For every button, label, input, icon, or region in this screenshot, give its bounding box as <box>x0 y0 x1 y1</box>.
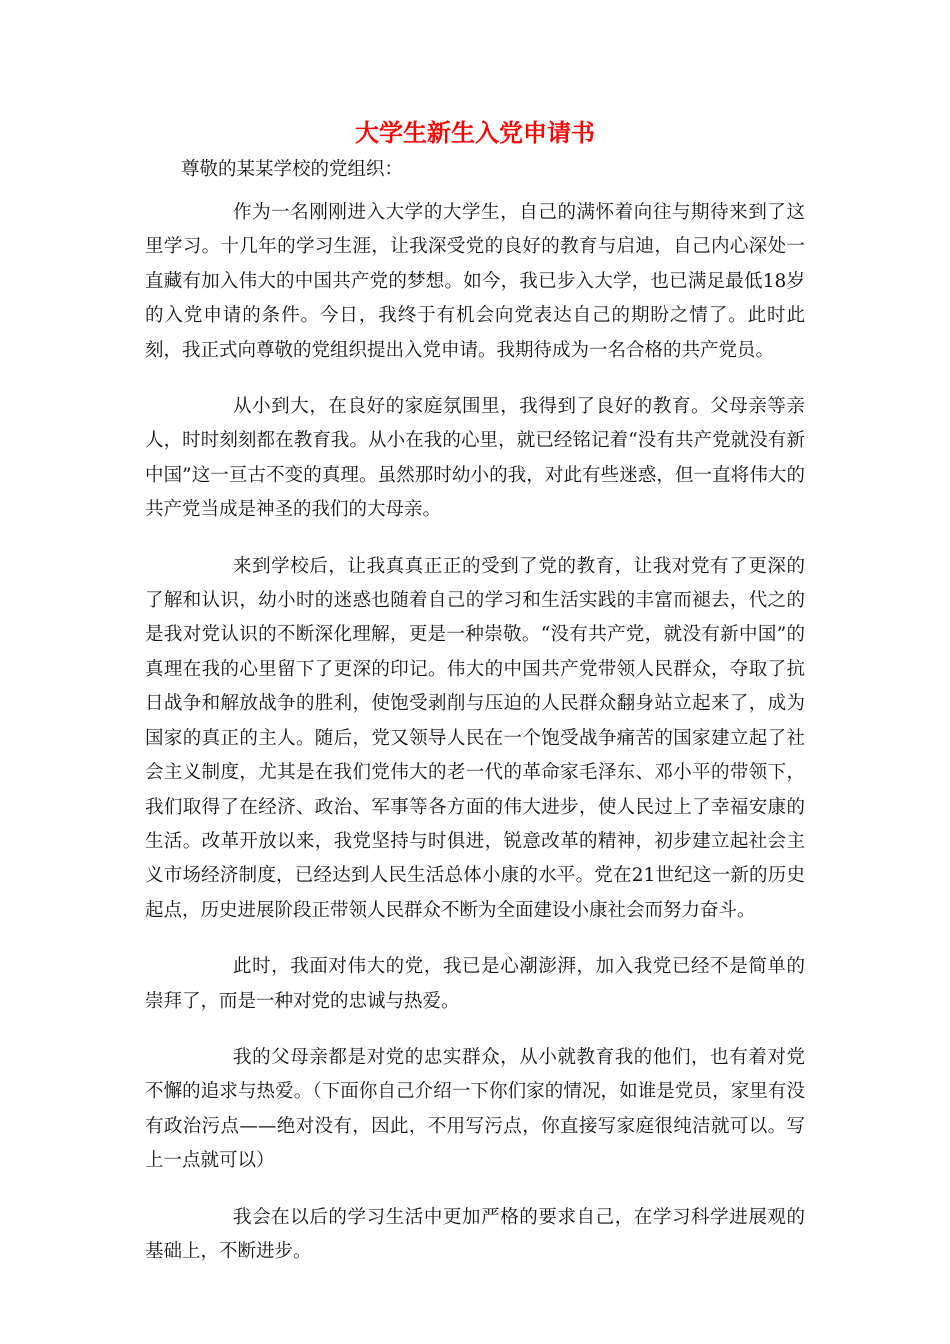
paragraph-6: 我会在以后的学习生活中更加严格的要求自己，在学习科学进展观的基础上，不断进步。 <box>145 1206 805 1262</box>
salutation: 尊敬的某某学校的党组织： <box>181 159 404 180</box>
document-body <box>145 196 805 1291</box>
paragraph-2: 从小到大，在良好的家庭氛围里，我得到了良好的教育。父母亲等亲人，时时刻刻都在教育我。从小在我的心里，就已经铭记着“没有共产党就没有新中国”这一亘古不变的真理。虽然那时幼小的我，对此有些迷惑，但一直将伟大的共产党当成是神圣的我们的大母亲。 <box>145 396 805 521</box>
paragraph-5: 我的父母亲都是对党的忠实群众，从小就教育我的他们，也有着对党不懈的追求与热爱。（下面你自己介绍一下你们家的情况，如谁是党员，家里有没有政治污点——绝对没有，因此，不用写污点，你直接写家庭很纯洁就可以。写上一点就可以） <box>145 1046 805 1172</box>
paragraph-4: 此时，我面对伟大的党，我已是心潮澎湃，加入我党已经不是简单的崇拜了，而是一种对党的忠诚与热爱。 <box>145 956 805 1012</box>
document-title: 大学生新生入党申请书 <box>355 119 595 147</box>
paragraph-3: 来到学校后，让我真真正正的受到了党的教育，让我对党有了更深的了解和认识，幼小时的迷惑也随着自己的学习和生活实践的丰富而褪去，代之的是我对党认识的不断深化理解，更是一种崇敬。“没有共产党，就没有新中国”的真理在我的心里留下了更深的印记。伟大的中国共产党带领人民群众，夺取了抗日战争和解放战争的胜利，使饱受剥削与压迫的人民群众翻身站立起来了，成为国家的真正的主人。随后，党又领导人民在一个饱受战争痛苦的国家建立起了社会主义制度，尤其是在我们党伟大的老一代的革命家毛泽东、邓小平的带领下，我们取得了在经济、政治、军事等各方面的伟大进步，使人民过上了幸福安康的生活。改革开放以来，我党坚持与时俱进，锐意改革的精神，初步建立起社会主义市场经济制度，已经达到人民生活总体小康的水平。党在21世纪这一新的历史起点，历史进展阶段正带领人民群众不断为全面建设小康社会而努力奋斗。 <box>145 555 805 921</box>
paragraph-1: 作为一名刚刚进入大学的大学生，自己的满怀着向往与期待来到了这里学习。十几年的学习生涯，让我深受党的良好的教育与启迪，自己内心深处一直藏有加入伟大的中国共产党的梦想。如今，我已步入大学，也已满足最低18岁的入党申请的条件。今日，我终于有机会向党表达自己的期盼之情了。此时此刻，我正式向尊敬的党组织提出入党申请。我期待成为一名合格的共产党员。 <box>145 202 805 361</box>
